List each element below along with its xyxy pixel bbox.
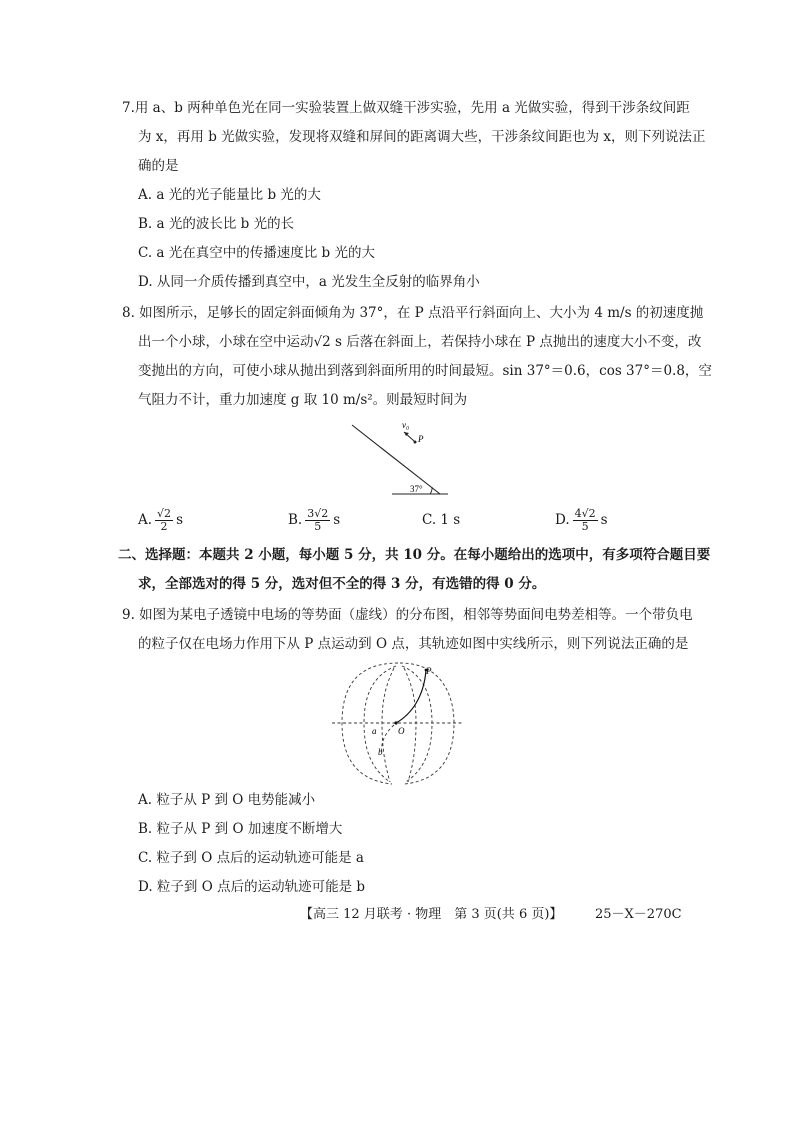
- q8-option-b-label: B.: [288, 512, 303, 528]
- q8-option-d-den: 5: [581, 520, 589, 533]
- q8-option-a: [138, 508, 183, 533]
- q8-option-a-unit: s: [176, 512, 183, 528]
- q8-option-d-label: D.: [555, 512, 570, 528]
- equipotential-left-inner: [382, 668, 394, 782]
- q8-option-a-label: A.: [138, 512, 153, 528]
- section-2-line-2: 求，全部选对的得 5 分，选对但不全的得 3 分，有选错的得 0 分。: [138, 576, 546, 592]
- angle-label: 37°: [410, 484, 423, 494]
- equipotential-right-mid: [402, 666, 432, 782]
- q7-option-c: C. a 光在真空中的传播速度比 b 光的大: [138, 245, 375, 261]
- point-o-dot: [394, 721, 397, 724]
- q8-option-b-unit: s: [333, 512, 341, 528]
- q7-line-3: 确的是: [138, 158, 179, 174]
- q8-option-a-num: √2: [157, 507, 172, 520]
- q9-option-d: D. 粒子到 O 点后的运动轨迹可能是 b: [138, 879, 366, 895]
- angle-arc: [430, 487, 432, 494]
- q9-line-1: 9. 如图为某电子透镜中电场的等势面（虚线）的分布图，相邻等势面间电势差相等。一个带负电: [122, 607, 693, 623]
- incline-figure: [340, 418, 460, 498]
- q8-option-d-unit: s: [600, 512, 608, 528]
- point-p-dot: [414, 441, 417, 444]
- q7-option-b: B. a 光的波长比 b 光的长: [138, 216, 295, 232]
- q9-line-2: 的粒子仅在电场力作用下从 P 点运动到 O 点，其轨迹如图中实线所示，则下列说法正确的是: [138, 636, 689, 652]
- q9-option-c: C. 粒子到 O 点后的运动轨迹可能是 a: [138, 850, 364, 866]
- a-label: a: [372, 726, 377, 736]
- equipotential-left-mid: [364, 666, 396, 782]
- q9-option-b: B. 粒子从 P 到 O 加速度不断增大: [138, 821, 343, 837]
- q8-option-d-num: 4√2: [574, 507, 596, 520]
- q8-option-b: [288, 508, 340, 533]
- q7-line-2: 为 x，再用 b 光做实验，发现将双缝和屏间的距离调大些，干涉条纹间距也为 x，则下列说法正: [138, 129, 706, 145]
- trajectory: [396, 670, 426, 723]
- footer-code: 25－X－270C: [595, 907, 682, 922]
- b-label: b: [378, 747, 383, 757]
- incline-surface: [352, 425, 440, 494]
- q8-option-b-den: 5: [314, 520, 322, 533]
- q8-line-4: 气阻力不计，重力加速度 g 取 10 m/s²。则最短时间为: [138, 392, 468, 408]
- o-label: O: [398, 726, 405, 736]
- q8-option-d: [555, 508, 608, 533]
- equipotential-figure: [330, 660, 466, 788]
- equipotential-right-outer: [400, 663, 454, 784]
- q7-option-a: A. a 光的光子能量比 b 光的大: [138, 187, 321, 203]
- q8-option-a-den: 2: [160, 520, 168, 533]
- v0-label: v₀: [402, 420, 410, 430]
- q8-line-1: 8. 如图所示，足够长的固定斜面倾角为 37°，在 P 点沿平行斜面向上、大小为 4 m/s 的初速度抛: [122, 305, 704, 321]
- p-label: P: [418, 434, 424, 444]
- equipotential-right-inner: [404, 668, 416, 782]
- q8-option-b-num: 3√2: [307, 507, 329, 520]
- p-label: P: [426, 666, 432, 676]
- q9-option-a: A. 粒子从 P 到 O 电势能减小: [138, 792, 316, 808]
- footer-page-info: 【高三 12 月联考 · 物理 第 3 页(共 6 页)】: [300, 907, 563, 922]
- equipotential-left-outer: [342, 663, 398, 784]
- q8-option-c: C. 1 s: [422, 512, 461, 528]
- q7-line-1: 7.用 a、b 两种单色光在同一实验装置上做双缝干涉实验，先用 a 光做实验，得到干涉条纹间距: [122, 100, 690, 116]
- section-2-line-1: 二、选择题：本题共 2 小题，每小题 5 分，共 10 分。在每小题给出的选项中，有多项符合题目要: [118, 547, 711, 563]
- q7-option-d: D. 从同一介质传播到真空中，a 光发生全反射的临界角小: [138, 274, 480, 290]
- q8-line-2: 出一个小球，小球在空中运动√2 s 后落在斜面上，若保持小球在 P 点抛出的速度大小不变，改: [138, 334, 702, 350]
- q8-line-3: 变抛出的方向，可使小球从抛出到落到斜面所用的时间最短。sin 37°＝0.6，cos 37°＝0.8，空: [138, 363, 712, 379]
